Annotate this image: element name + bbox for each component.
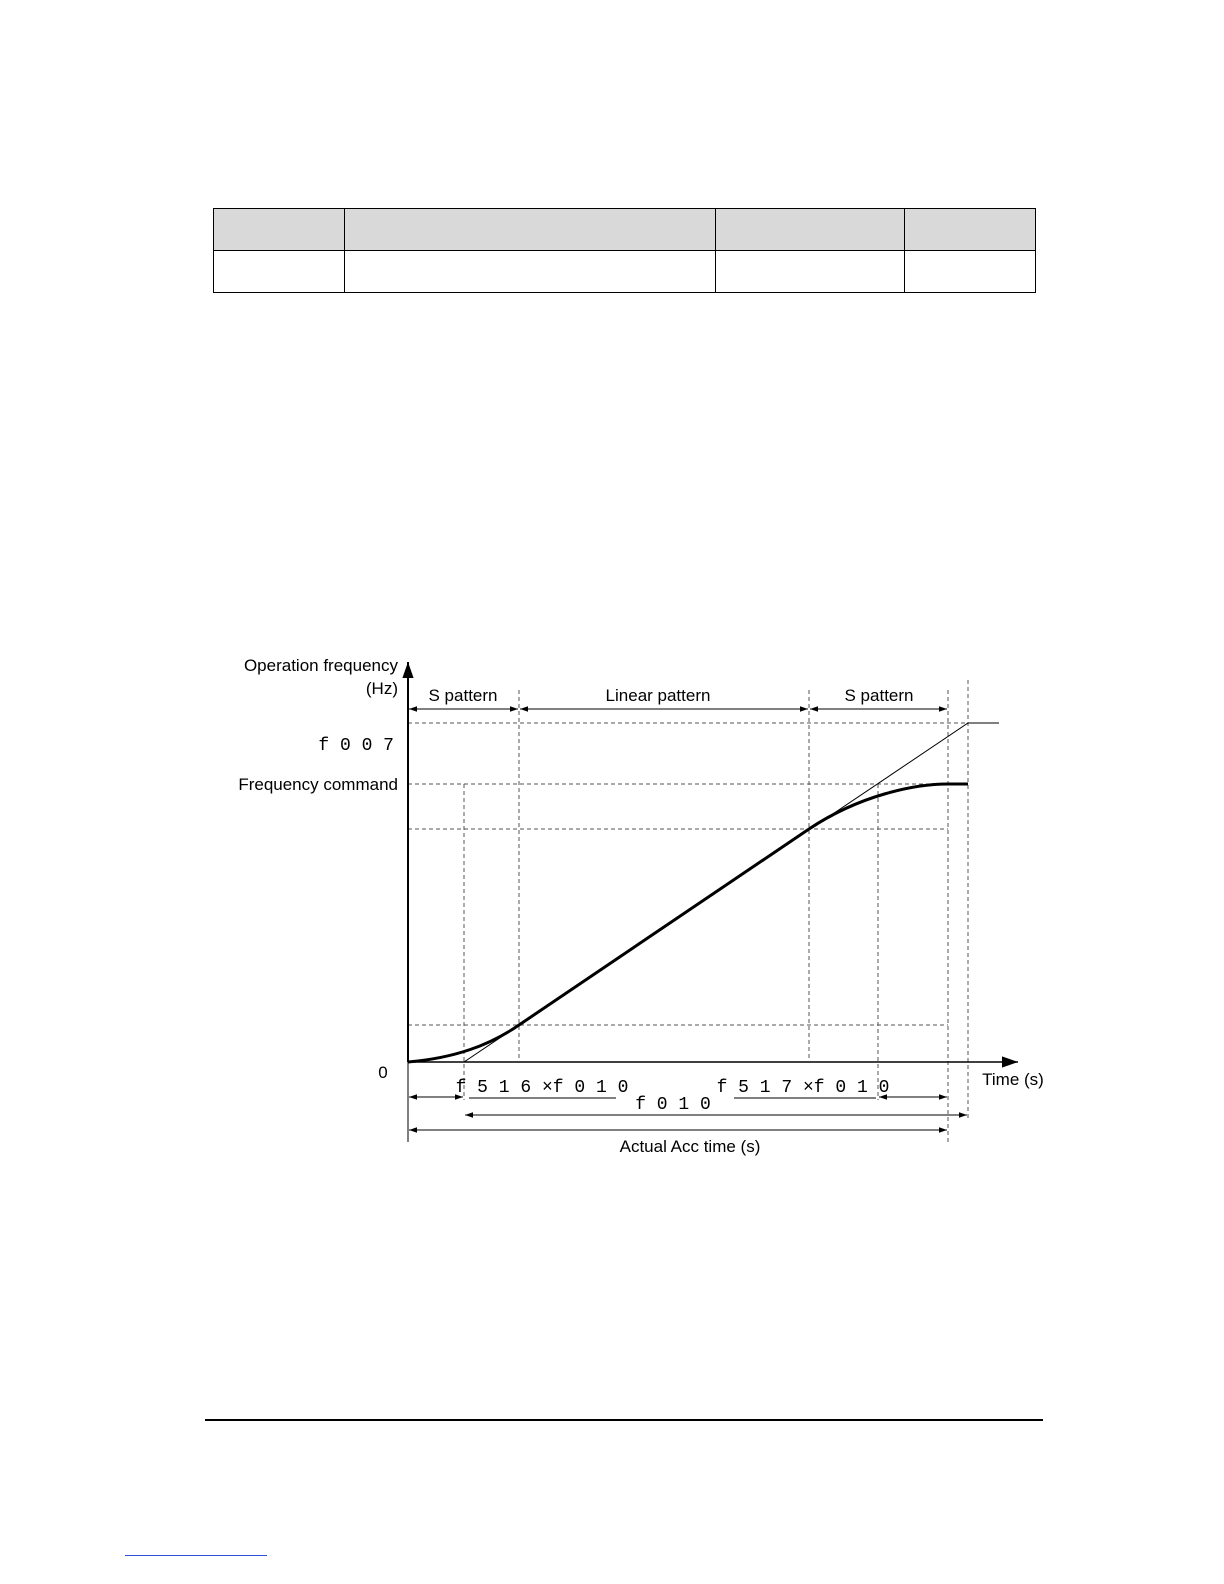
actual-acc-time-label: Actual Acc time (s) — [619, 1137, 761, 1156]
x-axis-label: Time (s) — [982, 1070, 1044, 1089]
linear-reference-ramp — [464, 723, 999, 1062]
acc-end-label: f 5 1 7 ×f 0 1 0 — [716, 1078, 890, 1098]
acc-time-label: f 0 1 0 — [635, 1095, 711, 1115]
corner-link-underline[interactable] — [125, 1555, 267, 1556]
region-label-s-pattern-right: S pattern — [844, 686, 914, 705]
y-axis-label-line2: (Hz) — [365, 679, 398, 698]
region-label-linear-pattern: Linear pattern — [605, 686, 711, 705]
region-label-s-pattern-left: S pattern — [428, 686, 498, 705]
s-curve-frequency — [408, 784, 968, 1062]
acc-start-label: f 5 1 6 ×f 0 1 0 — [455, 1078, 629, 1098]
y-axis-label-line1: Operation frequency — [243, 656, 398, 675]
footer-rule — [205, 1419, 1043, 1421]
origin-label: 0 — [378, 1063, 388, 1082]
frequency-command-label: Frequency command — [238, 775, 398, 794]
max-frequency-label: f 0 0 7 — [318, 736, 394, 756]
